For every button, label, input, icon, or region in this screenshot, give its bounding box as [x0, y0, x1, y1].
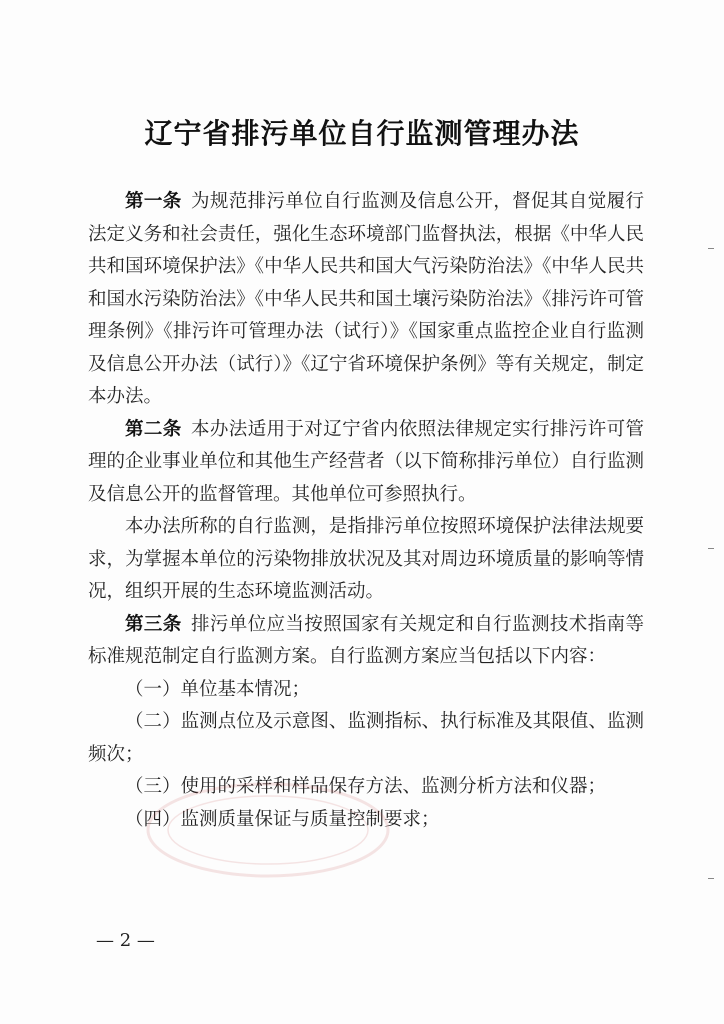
- scan-edge-mark: [708, 878, 714, 879]
- article-1-label: 第一条: [125, 191, 182, 212]
- article-2-text: 本办法适用于对辽宁省内依照法律规定实行排污许可管理的企业事业单位和其他生产经营者（以下简称排污单位）自行监测及信息公开的监督管理。其他单位可参照执行。: [88, 418, 644, 505]
- document-body: [88, 186, 644, 836]
- article-3-label: 第三条: [125, 613, 182, 635]
- list-item-2: （二）监测点位及示意图、监测指标、执行标准及其限值、监测频次；: [88, 711, 644, 765]
- list-item-3: （三）使用的采样和样品保存方法、监测分析方法和仪器；: [125, 776, 607, 797]
- article-2-continuation-text: 本办法所称的自行监测，是指排污单位按照环境保护法律法规要求，为掌握本单位的污染物排放状况及其对周边环境质量的影响等情况，组织开展的生态环境监测活动。: [88, 516, 644, 602]
- article-2-label: 第二条: [125, 418, 182, 440]
- page-number: — 2 —: [96, 930, 155, 951]
- article-2-paragraph: [88, 414, 644, 512]
- scan-edge-mark: [708, 548, 714, 549]
- article-3-text: 排污单位应当按照国家有关规定和自行监测技术指南等标准规范制定自行监测方案。自行监测方案应当包括以下内容：: [88, 613, 644, 667]
- article-3-paragraph: [88, 609, 644, 674]
- article-1-text: 为规范排污单位自行监测及信息公开，督促其自觉履行法定义务和社会责任，强化生态环境部门监督执法，根据《中华人民共和国环境保护法》《中华人民共和国大气污染防治法》《中华人民共和国水污染防治法》《中华人民共和国土壤污染防治法》《排污许可管理条例》《排污许可管理办法（试行）》《国家重点监控企业自行监测及信息公开办法（试行）》《辽宁省环境保护条例》等有关规定，制定本办法。: [88, 191, 644, 407]
- document-title: 辽宁省排污单位自行监测管理办法: [144, 117, 580, 150]
- list-item-4: （四）监测质量保证与质量控制要求；: [125, 808, 440, 830]
- list-item-1: （一）单位基本情况；: [125, 678, 311, 700]
- scan-edge-mark: [708, 248, 714, 249]
- article-2-continuation-paragraph: [88, 511, 644, 609]
- article-1-paragraph: [88, 186, 644, 414]
